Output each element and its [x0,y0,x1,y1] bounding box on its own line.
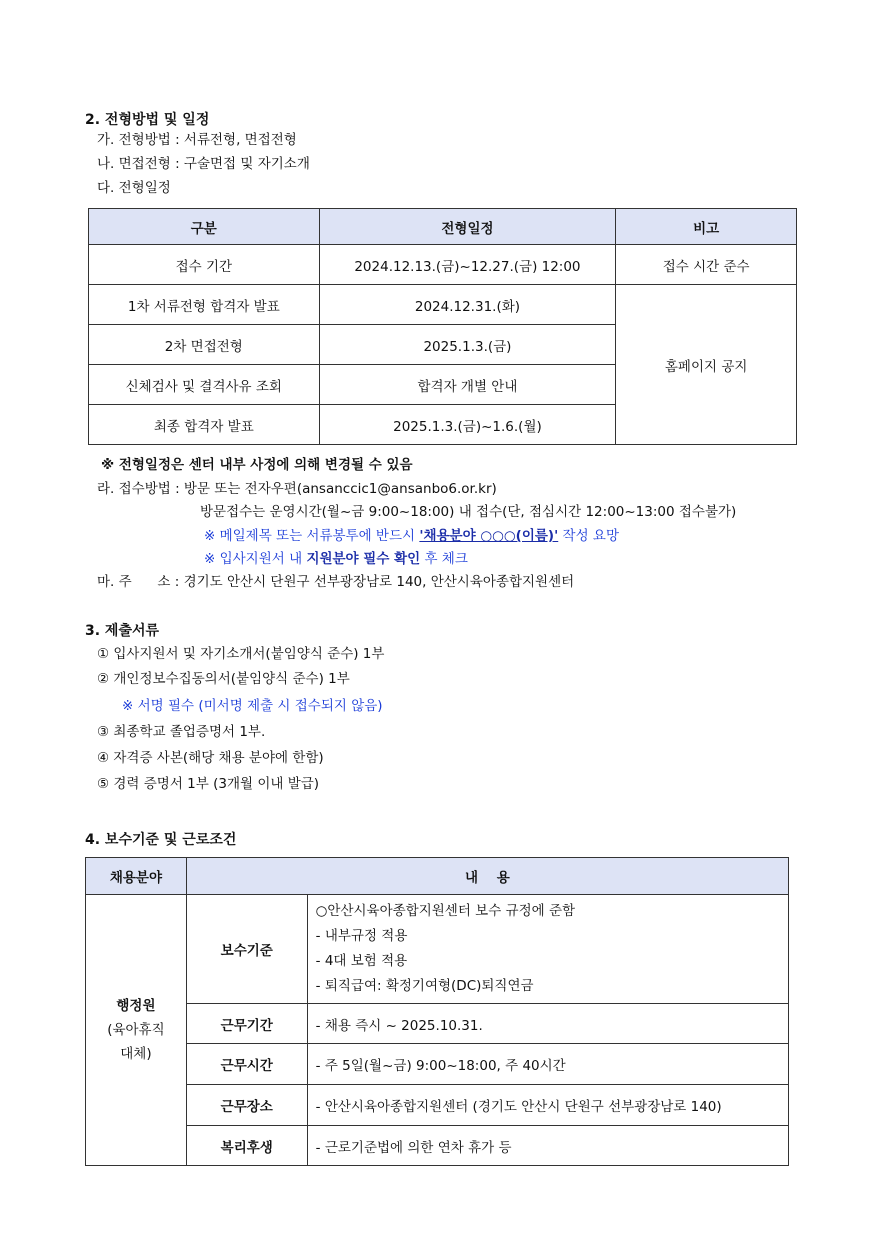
row-item: 신체검사 및 결격사유 조회 [89,365,320,405]
schedule-table [88,208,797,445]
position-title: 행정원 [116,998,156,1014]
row-content: - 채용 즉시 ~ 2025.10.31. [307,1004,788,1044]
position-cell [86,895,187,1166]
merged-note-cell: 홈페이지 공지 [616,285,797,445]
list-item: ③ 최종학교 졸업증명서 1부. [97,724,266,740]
section-3-title: 3. 제출서류 [85,623,160,639]
schedule-heading: 다. 전형일정 [97,180,171,196]
row-content: - 근로기준법에 의한 연차 휴가 등 [307,1126,788,1166]
table-row [86,895,789,1004]
table-row [89,285,797,325]
table-row [86,1044,789,1085]
col-header-note: 비고 [616,209,797,245]
row-content [307,895,788,1004]
row-item: 접수 기간 [89,245,320,285]
row-item: 근무시간 [186,1044,307,1085]
table-row [86,1085,789,1126]
table-row [89,245,797,285]
content-line: ○안산시육아종합지원센터 보수 규정에 준함 [315,903,576,919]
submission-method-line: 라. 접수방법 : 방문 또는 전자우편(ansanccic1@ansanbo6.or.kr) [97,481,497,497]
selection-method-line: 가. 전형방법 : 서류전형, 면접전형 [97,132,297,148]
row-item: 근무장소 [186,1085,307,1126]
col-header-category: 구분 [89,209,320,245]
conditions-table [85,857,789,1166]
content-line: - 퇴직급여: 확정기여형(DC)퇴직연금 [315,978,534,994]
list-item: ② 개인정보수집동의서(붙임양식 준수) 1부 [97,671,350,687]
position-sub: 대체) [120,1046,152,1062]
row-content: - 주 5일(월~금) 9:00~18:00, 주 40시간 [307,1044,788,1085]
row-date: 2025.1.3.(금) [319,325,616,365]
row-content: - 안산시육아종합지원센터 (경기도 안산시 단원구 선부광장남로 140) [307,1085,788,1126]
list-item: ④ 자격증 사본(해당 채용 분야에 한함) [97,750,324,766]
content-line: - 4대 보험 적용 [315,953,408,969]
schedule-change-notice: ※ 전형일정은 센터 내부 사정에 의해 변경될 수 있음 [101,457,413,473]
visit-submission-line: 방문접수는 운영시간(월~금 9:00~18:00) 내 접수(단, 점심시간 12:00~13:00 접수불가) [200,504,737,520]
row-note: 접수 시간 준수 [616,245,797,285]
position-sub: (육아휴직 [107,1022,165,1038]
application-field-note: ※ 입사지원서 내 지원분야 필수 확인 후 체크 [204,551,468,567]
table-row [86,1004,789,1044]
row-date: 2025.1.3.(금)~1.6.(월) [319,405,616,445]
address-line: 마. 주 소 : 경기도 안산시 단원구 선부광장남로 140, 안산시육아종합지원센터 [97,574,575,590]
row-item: 1차 서류전형 합격자 발표 [89,285,320,325]
content-line: - 내부규정 적용 [315,928,408,944]
section-4-title: 4. 보수기준 및 근로조건 [85,832,237,848]
row-item: 근무기간 [186,1004,307,1044]
col-header-field: 채용분야 [86,858,187,895]
table-row [86,1126,789,1166]
row-date: 2024.12.13.(금)~12.27.(금) 12:00 [319,245,616,285]
list-item: ⑤ 경력 증명서 1부 (3개월 이내 발급) [97,776,320,792]
row-item: 2차 면접전형 [89,325,320,365]
row-item: 복리후생 [186,1126,307,1166]
col-header-content: 내 용 [186,858,788,895]
row-date: 2024.12.31.(화) [319,285,616,325]
signature-note: ※ 서명 필수 (미서명 제출 시 접수되지 않음) [122,698,383,714]
section-2-title: 2. 전형방법 및 일정 [85,112,210,128]
interview-method-line: 나. 면접전형 : 구술면접 및 자기소개 [97,156,310,172]
row-item: 최종 합격자 발표 [89,405,320,445]
list-item: ① 입사지원서 및 자기소개서(붙임양식 준수) 1부 [97,646,385,662]
row-item: 보수기준 [186,895,307,1004]
email-title-note: ※ 메일제목 또는 서류봉투에 반드시 '채용분야 ○○○(이름)' 작성 요망 [204,528,619,544]
row-date: 합격자 개별 안내 [319,365,616,405]
col-header-schedule: 전형일정 [319,209,616,245]
